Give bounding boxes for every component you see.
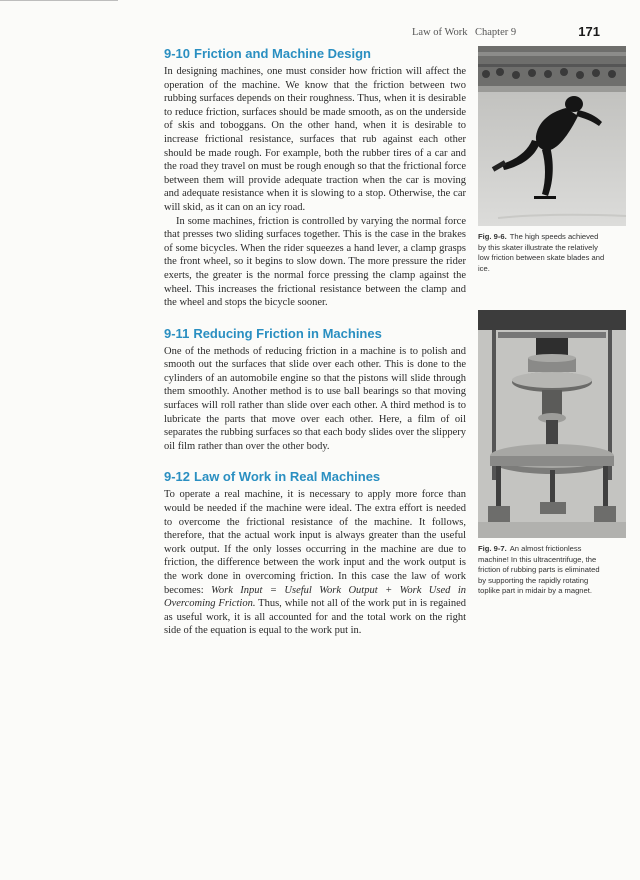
section-9-10 (164, 46, 466, 310)
caption-text: The high speeds achieved by this skater illustrate the relatively low friction between skate blades and ice. (478, 232, 605, 273)
section-title: Friction and Machine Design (194, 46, 371, 61)
section-title: Reducing Friction in Machines (193, 325, 382, 341)
paragraph-text: To operate a real machine, it is necessary to apply more force than would be needed if the machine were ideal. The extra effort is needed to overcome the frictional resistance of the machine. It follows, therefore, that the actual work input is always greater than the useful work output. If the only losses occurring in the machine are due to friction, the difference between the work input and the work output is the work done in overcoming friction. In this case the law of work becomes: (164, 489, 466, 596)
section-heading (164, 326, 466, 342)
law-of-work-equation: Work Input = Useful Work Output + Work Used in Overcoming Friction. (164, 584, 466, 610)
running-head-title: Law of Work (412, 27, 468, 38)
paragraph (164, 488, 466, 638)
caption-text: An almost frictionless machine! In this ultracentrifuge, the friction of rubbing parts is eliminated by supporting the rapidly rotating toplike part in midair by a magnet. (478, 544, 600, 595)
section-heading (164, 469, 466, 485)
figure-label: Fig. 9-7. (478, 544, 507, 553)
figure-9-7 (478, 310, 626, 597)
section-heading (164, 46, 466, 62)
skater-photo (478, 46, 626, 226)
paragraph: In designing machines, one must consider how friction will affect the operation of the machine. We know that the friction between two rubbing surfaces depends on their roughness. Thus, when it is desirable to reduce friction, surfaces should be made smooth, as on the underside of skis and toboggans. On the other hand, when it is desirable to increase frictional resistance, surfaces that rub against each other should be made rough. For example, both the rubber tires of a car and the road they travel on must be rough enough so that the frictional force between them will provide adequate traction when the car is moving and adequate resistance when it is slowing to a stop. Otherwise, the car will skid, as it can on an icy road. (164, 66, 466, 213)
section-number: 9-10 (164, 46, 191, 61)
paragraph-text: Thus, while not all of the work put in is regained as useful work, it is all accounted for and the total work on the right side of the equation is equal to the work put in. (164, 598, 466, 637)
section-9-11 (164, 326, 466, 454)
main-text-column (164, 46, 466, 654)
paragraph: In some machines, friction is controlled by varying the normal force that presses two sliding surfaces together. This is the case in the brakes of some bicycles. When the rider squeezes a hand lever, a clamp grasps the front wheel, so it begins to slow down. The more pressure the rider exerts, the greater is the normal force pressing the clamp against the wheel. This increases the frictional resistance between the clamp and the wheel and stops the bicycle sooner. (164, 215, 466, 309)
figure-label: Fig. 9-6. (478, 232, 507, 241)
figure-caption (478, 544, 608, 597)
section-9-12 (164, 469, 466, 638)
paragraph: One of the methods of reducing friction in a machine is to polish and smooth out the surfaces that slide over each other. This is done to the cylinders of an automobile engine so that the pistons will slide through them smoothly. Another method is to use ball bearings so that moving surfaces will roll rather than slide over each other. A third method is to lubricate the parts that move over each other. Here, a film of oil separates the rubbing surfaces so that each body slides over the slippery oil film rather than over the other body. (164, 345, 466, 452)
running-head-chapter: Chapter 9 (475, 27, 517, 38)
page-number: 171 (578, 24, 600, 39)
section-number: 9-11 (164, 325, 190, 341)
figure-caption (478, 232, 608, 274)
figure-9-6 (478, 46, 626, 274)
running-head (380, 24, 600, 40)
corner-rule (0, 0, 118, 1)
ultracentrifuge-photo (478, 310, 626, 538)
section-number: 9-12 (164, 469, 191, 485)
section-title: Law of Work in Real Machines (194, 469, 381, 485)
